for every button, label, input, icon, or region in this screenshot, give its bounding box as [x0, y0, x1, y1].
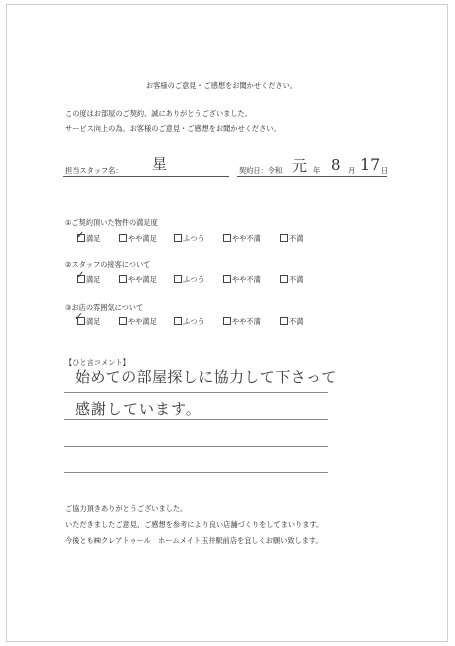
comment-rule-4: [64, 472, 328, 473]
comment-rule-1: [64, 392, 328, 393]
survey-sheet: [6, 4, 448, 642]
q1-option-somewhat-unsatisfied[interactable]: やや不満: [223, 234, 261, 244]
q2-option-unsatisfied[interactable]: 不満: [280, 275, 303, 285]
staff-name: 星: [152, 155, 168, 173]
day-unit: 日: [381, 166, 389, 175]
footer-closing: 今後とも㈱クレアトゥール ホームメイト玉井駅前店を宜しくお願い致します。: [65, 536, 323, 545]
q3-option-unsatisfied[interactable]: 不満: [280, 317, 303, 327]
check-mark-icon: ✓: [74, 310, 84, 323]
contract-date-label: 契約日：令和: [239, 166, 283, 175]
question-1-title: ①ご契約頂いた物件の満足度: [65, 218, 158, 227]
date-underline: [237, 176, 387, 177]
checkbox[interactable]: [223, 234, 231, 242]
comment-line-2: 感謝しています。: [75, 400, 202, 418]
q1-option-satisfied[interactable]: 満足: [77, 234, 100, 244]
checkbox[interactable]: [280, 234, 288, 242]
thanks-text: この度はお部屋のご契約、誠にありがとうございました。: [65, 109, 252, 118]
checkbox[interactable]: [223, 275, 231, 283]
q3-option-satisfied[interactable]: 満足: [77, 317, 100, 327]
q2-option-satisfied[interactable]: 満足: [77, 275, 100, 285]
checkbox[interactable]: [174, 234, 182, 242]
checkbox[interactable]: [223, 317, 231, 325]
contract-month-value: 8: [331, 156, 341, 174]
q1-option-neutral[interactable]: ふつう: [174, 234, 205, 244]
checkbox[interactable]: [119, 317, 127, 325]
comment-rule-2: [64, 419, 328, 420]
checkbox[interactable]: [174, 275, 182, 283]
q1-option-somewhat-satisfied[interactable]: やや満足: [119, 234, 157, 244]
q3-option-somewhat-unsatisfied[interactable]: やや不満: [223, 317, 261, 327]
footer-feedback-note: いただきましたご意見、ご感想を参考により良い店舗づくりをしてまいります。: [65, 520, 324, 529]
q3-option-neutral[interactable]: ふつう: [174, 317, 205, 327]
checkbox[interactable]: [174, 317, 182, 325]
q3-option-somewhat-satisfied[interactable]: やや満足: [119, 317, 157, 327]
survey-title: お客様のご意見・ご感想をお聞かせください。: [146, 81, 297, 90]
year-unit: 年: [313, 166, 321, 175]
check-mark-icon: ✓: [76, 270, 85, 281]
checkbox[interactable]: [119, 275, 127, 283]
question-2-title: ②スタッフの接客について: [65, 260, 151, 269]
contract-year-value: 元: [292, 157, 308, 175]
footer-thanks: ご協力頂きありがとうございました。: [65, 504, 188, 513]
comment-rule-3: [64, 446, 328, 447]
comment-line-1: 始めての部屋探しに協力して下さって: [75, 368, 337, 386]
q2-option-somewhat-satisfied[interactable]: やや満足: [119, 275, 157, 285]
comment-label: 【ひと言コメント】: [65, 358, 130, 367]
question-3-title: ③お店の雰囲気について: [65, 303, 144, 312]
staff-underline: [63, 176, 229, 177]
checkbox[interactable]: [280, 317, 288, 325]
checkbox[interactable]: [119, 234, 127, 242]
check-mark-icon: ✓: [76, 230, 85, 241]
q2-option-neutral[interactable]: ふつう: [174, 275, 205, 285]
staff-label: 担当スタッフ名：: [65, 166, 123, 175]
q1-option-unsatisfied[interactable]: 不満: [280, 234, 303, 244]
checkbox[interactable]: [280, 275, 288, 283]
month-unit: 月: [348, 166, 356, 175]
contract-day-value: 17: [360, 155, 381, 174]
request-text: サービス向上の為、お客様のご意見・ご感想をお聞かせください。: [65, 124, 281, 133]
q2-option-somewhat-unsatisfied[interactable]: やや不満: [223, 275, 261, 285]
